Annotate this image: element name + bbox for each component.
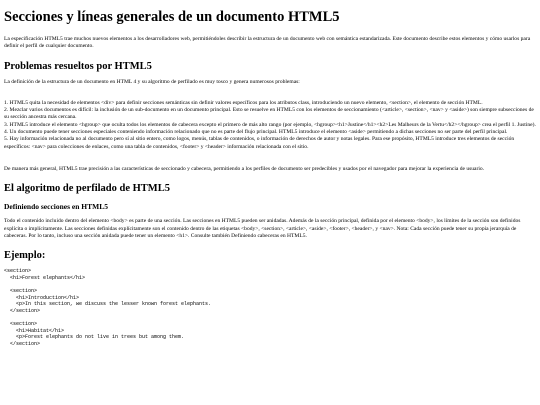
example-code-block: <section> <h1>Forest elephants</h1> <section> <h1>Introduction</h1> <p>In this section, we discuss the lesser known forest elephants. </section> <section> <h1>Habitat</h1> <p>Forest elephants do not live in trees but among them. </section> xyxy=(4,268,212,347)
sections-body: Todo el contenido incluido dentro del elemento <body> es parte de una sección. Las secciones en HTML5 pueden ser anidadas. Además de la sección principal, definida por el elemento <body>, los límites de la sección son definidos explícita o implícitamente. Las secciones definidas explícitamente son el contenido dentro de las etiquetas <body>, <section>, <article>, <aside>, <footer>, <header>, y <nav>. Nota: Cada sección puede tener su propia jerarquía de cabeceras. Por lo tanto, incluso una sección anidada puede tener un elemento <h1>. Consulte también Definiendo cabeceras en HTML5. xyxy=(4,218,521,239)
problems-lead: La definición de la estructura de un documento en HTML 4 y su algoritmo de perfilado es muy tosco y genera numerosos problemas: xyxy=(4,78,300,85)
sections-subheading: Definiendo secciones en HTML5 xyxy=(4,202,108,212)
spacer xyxy=(4,93,536,100)
problem-item: 2. Mezclar varios documentos es difícil: la inclusión de un sub-documento en un documento principal. Esto se resuelve en HTML5 con los elementos de seccionamiento (<article>, <section>, <nav> y <aside>) son siempre subsecciones de su sección ancestra más cercana. xyxy=(4,107,534,121)
example-heading: Ejemplo: xyxy=(4,250,46,262)
problem-item: 1. HTML5 quita la necesidad de elementos <div> para definir secciones semánticas sin definir valores específicos para los atributos class, introduciendo un nuevo elemento, <section>, el elemento de sección HTML. xyxy=(4,99,483,106)
problem-item: 4. Un documento puede tener secciones especiales conteniendo información relacionado que no es parte del flujo principal. HTML5 introduce el elemento <aside> permitiendo a dichas secciones no ser parte del perfil principal. xyxy=(4,129,508,136)
problem-item: 5. Hay información relacionada no al documento pero sí al sitio entero, como logos, menús, tablas de contenidos, o información de derechos de autor y notas legales. Para ese propósito, HTML5 introduce tres elementos de sección específicos: <nav> para colecciones de enlaces, como una tabla de contenidos, <footer> y <header> información relacionada con el sitio. xyxy=(4,136,515,150)
problem-item: 3. HTML5 introduce el elemento <hgroup> que oculta todos los elementos de cabecera excepto el primero de más alto rango (por ejemplo, <hgroup><h1>Justine</h1><h2>Les Malheurs de la Vertu</h2></hgroup> crea el perfil 1. Justine). xyxy=(4,121,536,128)
problems-heading: Problemas resueltos por HTML5 xyxy=(4,60,152,72)
spacer xyxy=(4,159,536,166)
page-title: Secciones y líneas generales de un documento HTML5 xyxy=(4,9,340,25)
algorithm-heading: El algoritmo de perfilado de HTML5 xyxy=(4,183,170,195)
problems-closing: De manera más general, HTML5 trae precisión a las características de seccionado y cabecera, permitiendo a los perfiles de documento ser predecibles y usados por el navegador para mejorar la experiencia de usuario. xyxy=(4,165,485,172)
intro-paragraph: La especificación HTML5 trae muchos nuevos elementos a los desarrolladores web, permitiéndoles describir la estructura de un documento web con semántica estandarizada. Este documento describe estos elementos y cómo usarlos para definir el perfil de cualquier documento. xyxy=(4,36,531,50)
problems-list xyxy=(4,100,536,151)
